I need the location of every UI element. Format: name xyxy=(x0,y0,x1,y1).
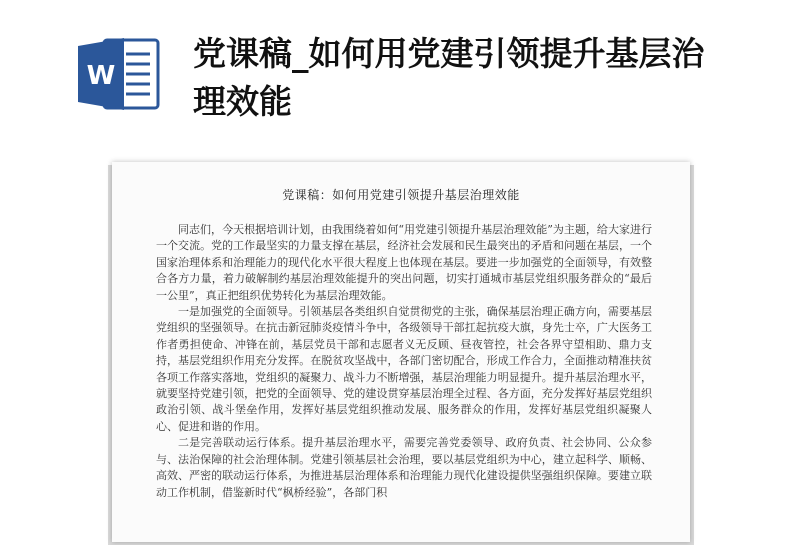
page-title: 党课稿_如何用党建引领提升基层治理效能 xyxy=(193,34,705,121)
word-icon-letter: W xyxy=(86,61,116,91)
paragraph-2: 二是完善联动运行体系。提升基层治理水平，需要完善党委领导、政府负责、社会协同、公众参与、法治保障的社会治理体制。党建引领基层社会治理，要以基层党组织为中心，建立起科学、顺畅、高效、严密的联动运行体系，为推进基层治理体系和治理能力现代化建设提供坚强组织保障。要建立联动工作机制，借鉴新时代“枫桥经验”，各部门积 xyxy=(156,436,652,499)
document-page xyxy=(112,162,690,542)
document-body xyxy=(156,222,652,501)
word-document-icon xyxy=(76,34,164,114)
document-title: 党课稿：如何用党建引领提升基层治理效能 xyxy=(282,188,520,202)
paragraph-intro: 同志们，今天根据培训计划，由我围绕着如何“用党建引领提升基层治理效能”为主题，给大家进行一个交流。党的工作最坚实的力量支撑在基层，经济社会发展和民生最突出的矛盾和问题在基层，一个国家治理体系和治理能力的现代化水平很大程度上也体现在基层。要进一步加强党的全面领导，有效整合各方力量，着力破解制约基层治理效能提升的突出问题，切实打通城市基层党组织服务群众的“最后一公里”，真正把组织优势转化为基层治理效能。 xyxy=(156,223,652,302)
paragraph-1: 一是加强党的全面领导。引领基层各类组织自觉贯彻党的主张，确保基层治理正确方向，需要基层党组织的坚强领导。在抗击新冠肺炎疫情斗争中，各级领导干部扛起抗疫大旗，身先士卒，广大医务工作者勇担使命、冲锋在前，基层党员干部和志愿者义无反顾、昼夜管控，社会各界守望相助、鼎力支持，基层党组织作用充分发挥。在脱贫攻坚战中，各部门密切配合，形成工作合力，全面推动精准扶贫各项工作落实落地，党组织的凝聚力、战斗力不断增强，基层治理能力明显提升。提升基层治理水平，就要坚持党建引领，把党的全面领导、党的建设贯穿基层治理全过程、各方面，充分发挥好基层党组织政治引领、战斗堡垒作用，发挥好基层党组织推动发展、服务群众的作用，发挥好基层党组织凝聚人心、促进和谐的作用。 xyxy=(156,305,652,433)
